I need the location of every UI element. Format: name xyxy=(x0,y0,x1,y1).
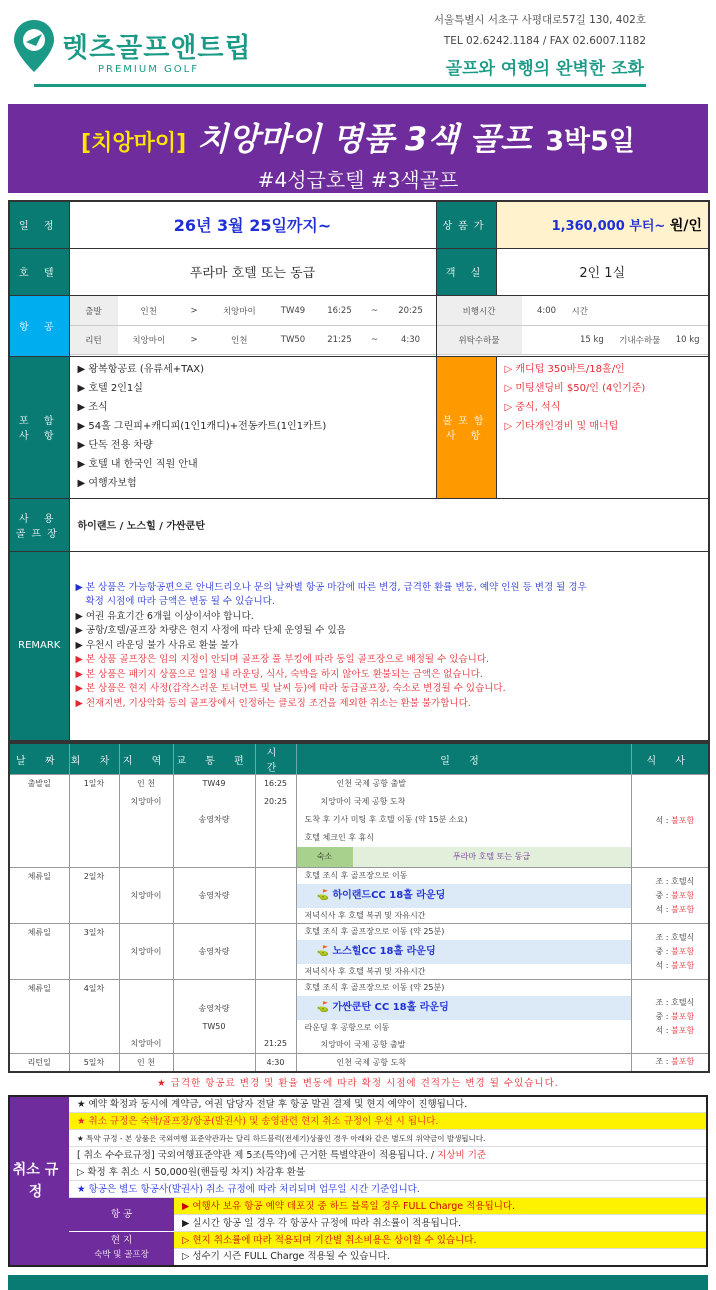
price-value: 1,360,000 부터~ xyxy=(551,218,666,234)
col-day: 회 차 xyxy=(69,743,119,775)
flight-from: 치앙마이 xyxy=(118,325,181,354)
day: 1일차 xyxy=(83,779,105,788)
meal-value: 호텔식 xyxy=(671,876,695,886)
flight-extra-table xyxy=(437,296,709,355)
flight-dep: 21:25 xyxy=(316,325,364,354)
meal-key: 석 : xyxy=(655,1025,672,1035)
flight-type: 리턴 xyxy=(70,325,118,354)
date: 체류일 xyxy=(27,984,51,993)
include-item: ▶ 왕복항공료 (유류세+TAX) xyxy=(77,363,205,375)
meal-value: 호텔식 xyxy=(671,997,695,1007)
transport: 송영차량 xyxy=(173,924,255,980)
remark-item: ▶ 우천시 라운딩 불가 사유로 환불 불가 xyxy=(75,639,239,651)
remark-item: ▶ 천재지변, 기상악화 등의 골프장에서 인정하는 클로징 조건을 제외한 취소는 환불 불가합니다. xyxy=(75,697,471,709)
remark-item: ▶ 공항/호텔/골프장 차량은 현지 사정에 따라 단체 운영될 수 있음 xyxy=(75,625,346,636)
region: 치앙마이 xyxy=(119,868,173,924)
cancel-line: ★ 예약 확정과 동시에 계약금, 여권 담당자 전달 후 항공 발권 결제 및 현지 예약이 진행됩니다. xyxy=(69,1096,707,1113)
golf-flag-icon: ⛳ xyxy=(316,946,333,957)
itinerary-row-day3 xyxy=(9,924,709,980)
remark-item: ▶ 본 상품 골프장은 임의 지정이 안되며 골프장 풀 부킹에 따라 동일 골프장으로 배정될 수 있습니다. xyxy=(75,654,490,665)
banner-title: 치앙마이 명품 3색 골프 xyxy=(197,120,532,158)
flight-to: 치앙마이 xyxy=(208,296,271,325)
col-region: 지 역 xyxy=(119,743,173,775)
brand-name: 렛츠골프앤트립 xyxy=(62,33,252,64)
meal-value: 불포함 xyxy=(671,946,695,956)
cancellation-policy-table xyxy=(8,1095,708,1267)
include-item: ▶ 단독 전용 차량 xyxy=(77,439,153,451)
golf-flag-icon: ⛳ xyxy=(316,890,333,901)
itinerary-row-day4 xyxy=(9,980,709,1054)
flight-no: TW50 xyxy=(271,325,316,354)
meal-key: 조 : xyxy=(655,932,672,942)
plan-item: 하이랜드CC 18홀 라운딩 xyxy=(332,890,446,901)
plan-item: 인천 국제 공항 출발 xyxy=(336,779,406,788)
golf-round xyxy=(297,940,631,964)
transport: 송영차량 xyxy=(173,868,255,924)
address: 서울특별시 서초구 사평대로57길 130, 402호 xyxy=(433,14,646,26)
price-change-note: ★ 급격한 항공료 변경 및 환율 변동에 따라 확정 시점에 견적가는 변경 될 수있습니다. xyxy=(157,1077,559,1089)
hotel-label: 호 텔 xyxy=(9,248,69,295)
carry-label: 기내수하물 xyxy=(612,325,667,354)
stay-value: 푸라마 호텔 또는 동급 xyxy=(353,847,631,867)
exclude-list xyxy=(497,357,709,439)
time: 16:25 xyxy=(263,779,288,788)
date: 출발일 xyxy=(27,779,51,788)
flight-row-depart xyxy=(70,296,436,325)
transport: TW49 xyxy=(202,779,226,788)
region: 치앙마이 xyxy=(130,797,162,806)
flight-arr: 20:25 xyxy=(386,296,436,325)
plan-item: 가싼쿤탄 CC 18홀 라운딩 xyxy=(332,1002,449,1013)
arrow: > xyxy=(180,325,208,354)
plan-item: 노스힐CC 18홀 라운딩 xyxy=(332,946,436,957)
include-item: ▶ 여행자보험 xyxy=(77,477,137,489)
arrow: > xyxy=(180,296,208,325)
region: 인 천 xyxy=(119,1054,173,1072)
air-cancel-line: ▶ 실시간 항공 일 경우 각 항공사 규정에 따라 취소률이 적용됩니다. xyxy=(174,1215,707,1232)
plan-item: 호텔 조식 후 골프장으로 이동 (약 25분) xyxy=(304,983,445,992)
plan-item: 라운딩 후 공항으로 이동 xyxy=(304,1023,390,1032)
remark-item: ▶ 본 상품은 가능항공편으로 안내드리오나 문의 날짜별 항공 마감에 따른 변경, 급격한 환률 변동, 예약 인원 등 변경 될 경우 xyxy=(75,581,587,593)
meal-key: 조 : xyxy=(655,997,672,1007)
cancel-line-extra: 지상비 기준 xyxy=(437,1149,487,1161)
itinerary-row-day2 xyxy=(9,868,709,924)
schedule-label: 일 정 xyxy=(9,201,69,248)
product-info-table xyxy=(8,200,710,742)
col-date: 날 짜 xyxy=(9,743,69,775)
flight-time-label: 비행시간 xyxy=(437,296,522,325)
local-cancel-label2: 숙박 및 골프장 xyxy=(94,1250,149,1261)
meal-value: 불포함 xyxy=(671,1057,695,1067)
meal-key: 석 : xyxy=(655,904,672,914)
sep: ~ xyxy=(364,325,386,354)
region: 치앙마이 xyxy=(119,924,173,980)
meal-value: 호텔식 xyxy=(671,932,695,942)
air-cancel-label: 항 공 xyxy=(69,1198,174,1232)
remark-item: ▶ 본 상품은 현지 사정(갑작스러운 토너먼트 및 날씨 등)에 따라 동급골프장, 숙소로 변경될 수 있습니다. xyxy=(75,683,506,694)
schedule-value: 26년 3월 25일까지~ xyxy=(69,201,436,248)
flight-dep: 16:25 xyxy=(316,296,364,325)
plan-item: 인천 국제 공항 도착 xyxy=(296,1054,631,1072)
flight-row-return xyxy=(70,325,436,354)
flight-table xyxy=(70,296,436,355)
exclude-label: 불포함 사 항 xyxy=(436,356,496,498)
col-transport: 교 통 편 xyxy=(173,743,255,775)
local-cancel-label: 현 지 xyxy=(110,1235,133,1247)
local-cancel-line: ▷ 성수기 시즌 FULL Charge 적용될 수 있습니다. xyxy=(174,1249,707,1266)
meal-key: 중 : xyxy=(655,890,672,900)
golf-flag-icon: ⛳ xyxy=(316,1002,333,1013)
day: 5일차 xyxy=(69,1054,119,1072)
meal-value: 불포함 xyxy=(671,890,695,900)
plan-item: 호텔 조식 후 골프장으로 이동 (약 25분) xyxy=(304,927,445,936)
exclude-item: ▷ 기타개인경비 및 매너팁 xyxy=(504,420,619,432)
meal-key: 조 : xyxy=(655,1057,672,1067)
air-cancel-line: ▶ 여행사 보유 항공 예약 데포짓 중 하드 블록일 경우 FULL Charge 적용됩니다. xyxy=(174,1198,707,1215)
content-flow xyxy=(8,200,708,1290)
banner-duration: 3박5일 xyxy=(545,126,635,157)
col-plan: 일 정 xyxy=(296,743,631,775)
cancel-label: 취소 규정 xyxy=(9,1096,69,1266)
meal-key: 조 : xyxy=(655,876,672,886)
carry-value: 10 kg xyxy=(667,325,708,354)
include-list xyxy=(70,357,436,496)
transport: 송영차량 xyxy=(198,815,230,824)
golf-course-value: 하이랜드 / 노스힐 / 가싼쿤탄 xyxy=(69,498,709,551)
remark-item: ▶ 본 상품은 패키지 상품으로 일정 내 라운딩, 식사, 숙박을 하지 않아도 환불되는 금액은 없습니다. xyxy=(75,668,483,680)
plan-item: 치앙마이 국제 공항 도착 xyxy=(320,797,406,806)
day: 2일차 xyxy=(83,872,105,881)
exclude-item: ▷ 미팅샌딩비 $50/인 (4인기준) xyxy=(504,382,646,394)
flight-no: TW49 xyxy=(271,296,316,325)
baggage-value: 15 kg xyxy=(572,325,613,354)
banner-tag: [치앙마이] xyxy=(81,131,187,156)
cancel-line: ★ 항공은 별도 항공사(발권사) 취소 규정에 따라 처리되며 업무일 시간 기준입니다. xyxy=(69,1181,707,1198)
golf-round xyxy=(297,884,631,908)
remark-list xyxy=(76,581,703,712)
remark-item: 확정 시점에 따라 금액은 변동 될 수 있습니다. xyxy=(85,596,275,607)
meal-key: 중 : xyxy=(655,1011,672,1021)
day: 3일차 xyxy=(83,928,105,937)
divider xyxy=(34,84,646,87)
include-item: ▶ 호텔 2인1실 xyxy=(77,382,143,394)
include-item: ▶ 조식 xyxy=(77,401,108,413)
itinerary-row-day5 xyxy=(9,1054,709,1072)
meal-key: 중 : xyxy=(655,946,672,956)
plan-item: 도착 후 기사 미팅 후 호텔 이동 (약 15분 소요) xyxy=(304,815,468,824)
stay-row xyxy=(297,847,631,867)
flight-time-value: 4:00 xyxy=(522,296,572,325)
plan-item: 호텔 조식 후 골프장으로 이동 xyxy=(304,871,408,880)
flight-from: 인천 xyxy=(118,296,181,325)
date: 리턴일 xyxy=(9,1054,69,1072)
plan-item: 치앙마이 국제 공항 출발 xyxy=(320,1040,406,1049)
time: 21:25 xyxy=(263,1039,288,1048)
title-banner xyxy=(8,104,708,193)
cancel-line: ★ 취소 규정은 숙박/골프장/항공(발권사) 및 송영관련 현지 취소 규정이 우선 시 됩니다. xyxy=(69,1113,707,1130)
contact: TEL 02.6242.1184 / FAX 02.6007.1182 xyxy=(443,35,646,47)
logo-icon xyxy=(12,18,56,74)
col-meal: 식 사 xyxy=(631,743,709,775)
transport: 송영차량 xyxy=(198,1004,230,1013)
slogan: 골프와 여행의 완벽한 조화 xyxy=(445,59,644,79)
flight-to: 인천 xyxy=(208,325,271,354)
day: 4일차 xyxy=(83,984,105,993)
meal-key: 석 : xyxy=(655,816,672,825)
remark-label: REMARK xyxy=(9,551,69,741)
sep: ~ xyxy=(364,296,386,325)
brand-subtitle: PREMIUM GOLF xyxy=(98,64,199,75)
meal-value: 불포함 xyxy=(671,816,695,825)
time: 20:25 xyxy=(263,797,288,806)
remark-item: ▶ 여권 유효기간 6개월 이상이셔야 합니다. xyxy=(75,610,254,622)
exclude-item: ▷ 중식, 석식 xyxy=(504,401,561,413)
exclude-item: ▷ 캐디팁 350바트/18홀/인 xyxy=(504,363,625,375)
time: 4:30 xyxy=(255,1054,296,1072)
meal-key: 석 : xyxy=(655,960,672,970)
include-item: ▶ 호텔 내 한국인 직원 안내 xyxy=(77,458,198,470)
flight-time-unit: 시간 xyxy=(572,296,613,325)
room-value: 2인 1실 xyxy=(496,248,709,295)
banner-hashtags: #4성급호텔 #3색골프 xyxy=(257,168,459,192)
itinerary-row-day1 xyxy=(9,775,709,868)
flight-label: 항 공 xyxy=(9,295,69,356)
cancel-line: [ 취소 수수료규정] 국외여행표준약관 제 5조(특약)에 근거한 특별약관이 적용됩니다. / xyxy=(77,1149,438,1161)
cancel-line: ▷ 확정 후 취소 시 50,000원(핸들링 차지) 차감후 환불 xyxy=(69,1164,707,1181)
flight-arr: 4:30 xyxy=(386,325,436,354)
hotel-value: 푸라마 호텔 또는 동급 xyxy=(69,248,436,295)
transport: TW50 xyxy=(202,1022,226,1031)
golf-round xyxy=(297,996,631,1020)
baggage-label: 위탁수하물 xyxy=(437,325,522,354)
price-label: 상품가 xyxy=(436,201,496,248)
meal-value: 불포함 xyxy=(671,960,695,970)
plan-item: 저녁식사 후 호텔 복귀 및 자유시간 xyxy=(304,911,426,920)
flight-type: 출발 xyxy=(70,296,118,325)
meal-value: 불포함 xyxy=(671,904,695,914)
date: 체류일 xyxy=(27,872,51,881)
stay-label: 숙소 xyxy=(297,847,353,867)
date: 체류일 xyxy=(27,928,51,937)
plan-item: 호텔 체크인 후 휴식 xyxy=(304,833,374,842)
region: 치앙마이 xyxy=(130,1039,162,1048)
region: 인 천 xyxy=(137,779,155,788)
include-label: 포 함 사 항 xyxy=(9,356,69,498)
meal-value: 불포함 xyxy=(671,1025,695,1035)
meal-value: 불포함 xyxy=(671,1011,695,1021)
golf-course-label: 사 용 골프장 xyxy=(9,498,69,551)
itinerary-table xyxy=(8,742,710,1073)
plan-item: 저녁식사 후 호텔 복귀 및 자유시간 xyxy=(304,967,426,976)
cancel-line: ★ 특약 규정 - 본 상품은 국외여행 표준약관과는 달리 하드블럭(전세기)상품인 경우 아래와 같은 별도의 위약금이 발생됩니다. xyxy=(69,1130,707,1147)
col-time: 시 간 xyxy=(255,743,296,775)
local-cancel-line: ▷ 현지 취소률에 따라 적용되며 기간별 취소비용은 상이할 수 있습니다. xyxy=(174,1232,707,1249)
price-unit: 원/인 xyxy=(669,217,702,234)
include-item: ▶ 54홀 그린피+캐디피(1인1캐디)+전동카트(1인1카트) xyxy=(77,420,327,432)
footer-bar xyxy=(8,1275,708,1290)
room-label: 객 실 xyxy=(436,248,496,295)
